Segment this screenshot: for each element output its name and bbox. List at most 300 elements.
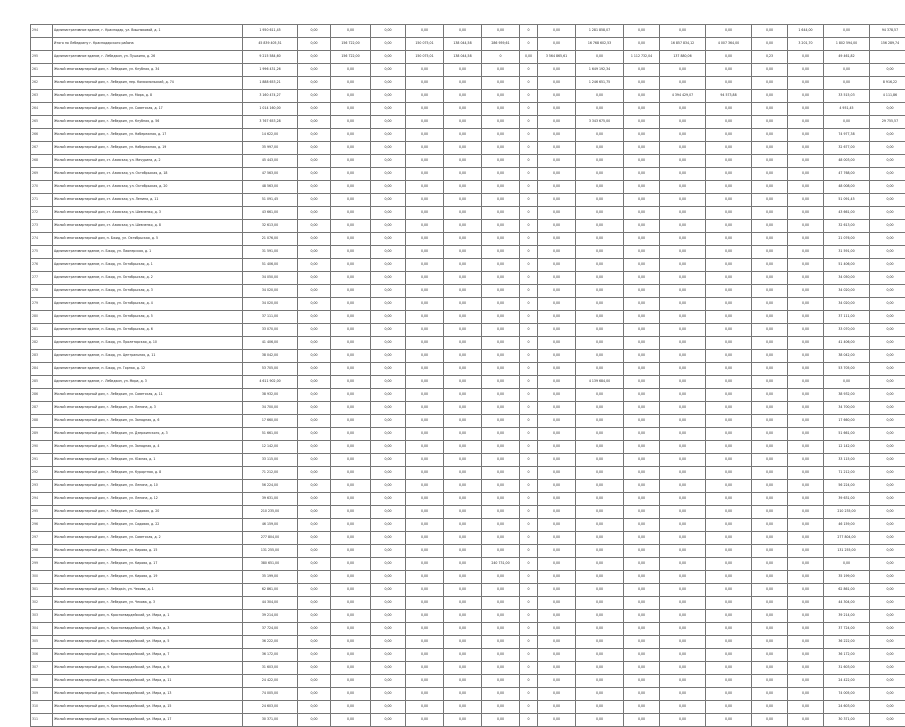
value-cell: 0,00: [576, 259, 624, 272]
value-cell: 0,00: [371, 155, 406, 168]
table-row: [31, 428, 905, 441]
value-cell: 0,00: [444, 467, 482, 480]
value-cell: 0,00: [371, 389, 406, 402]
value-cell: 0,00: [444, 545, 482, 558]
value-cell: 0,00: [706, 688, 752, 701]
value-cell: 0,00: [331, 545, 371, 558]
table-row: [31, 116, 905, 129]
value-cell: 0,00: [371, 376, 406, 389]
value-cell: 0,00: [331, 441, 371, 454]
value-cell: 0,00: [660, 402, 706, 415]
object-name: Жилой многоквартирный дом, г. Лебедкин, ул. Западная, д. 4: [53, 441, 243, 454]
table-row: [31, 454, 905, 467]
value-cell: 0,00: [624, 337, 660, 350]
value-cell: 0,00: [706, 64, 752, 77]
value-cell: 0,00: [298, 519, 331, 532]
value-cell: 0,00: [752, 532, 788, 545]
value-cell: 71 212,00: [243, 467, 298, 480]
value-cell: 0: [520, 675, 538, 688]
value-cell: 46 159,00: [824, 519, 870, 532]
value-cell: 0,00: [576, 688, 624, 701]
value-cell: 0,00: [538, 467, 576, 480]
value-cell: 0,00: [482, 467, 520, 480]
value-cell: 0,00: [371, 506, 406, 519]
row-number: 306: [31, 649, 53, 662]
value-cell: 0,00: [788, 545, 824, 558]
value-cell: 0,00: [660, 454, 706, 467]
value-cell: 0,00: [298, 103, 331, 116]
value-cell: 0,00: [624, 194, 660, 207]
value-cell: 0,00: [706, 493, 752, 506]
value-cell: 0,00: [752, 129, 788, 142]
value-cell: 0,00: [752, 350, 788, 363]
value-cell: 0,00: [444, 25, 482, 38]
value-cell: 0,00: [444, 714, 482, 727]
row-number: 269: [31, 168, 53, 181]
value-cell: 137 880,06: [660, 51, 706, 64]
value-cell: 0,00: [752, 467, 788, 480]
value-cell: 0,00: [752, 220, 788, 233]
value-cell: 0,00: [371, 701, 406, 714]
value-cell: 0,00: [371, 688, 406, 701]
value-cell: 0,00: [371, 142, 406, 155]
value-cell: 0: [520, 441, 538, 454]
value-cell: 0,00: [624, 402, 660, 415]
table-row: [31, 181, 905, 194]
value-cell: 0,00: [752, 454, 788, 467]
value-cell: 0,00: [406, 181, 444, 194]
value-cell: 0,00: [482, 285, 520, 298]
value-cell: 0,00: [624, 493, 660, 506]
value-cell: 0,00: [331, 610, 371, 623]
value-cell: 33 070,00: [243, 324, 298, 337]
value-cell: 0,00: [624, 454, 660, 467]
value-cell: 0,00: [870, 454, 905, 467]
row-number: 299: [31, 558, 53, 571]
value-cell: 0,00: [576, 194, 624, 207]
value-cell: 0,00: [482, 389, 520, 402]
value-cell: 0: [520, 363, 538, 376]
value-cell: 0,00: [824, 64, 870, 77]
value-cell: 0,00: [660, 116, 706, 129]
value-cell: 0,00: [788, 454, 824, 467]
value-cell: 0,00: [482, 714, 520, 727]
value-cell: 37 724,00: [824, 623, 870, 636]
value-cell: 210 235,00: [243, 506, 298, 519]
value-cell: 0: [520, 220, 538, 233]
value-cell: 0,00: [624, 363, 660, 376]
value-cell: 0,00: [444, 558, 482, 571]
row-number: 292: [31, 467, 53, 480]
value-cell: 0,00: [660, 610, 706, 623]
value-cell: 0: [520, 610, 538, 623]
value-cell: 0,00: [298, 90, 331, 103]
value-cell: 0,00: [870, 285, 905, 298]
value-cell: 0,00: [660, 519, 706, 532]
value-cell: 0,00: [444, 246, 482, 259]
value-cell: 0,00: [706, 558, 752, 571]
value-cell: 0: [520, 571, 538, 584]
value-cell: 0,00: [482, 220, 520, 233]
value-cell: 0,00: [660, 675, 706, 688]
value-cell: 0,00: [706, 714, 752, 727]
value-cell: 0,00: [371, 298, 406, 311]
table-row: [31, 558, 905, 571]
value-cell: 0,00: [576, 337, 624, 350]
value-cell: 1 281 858,07: [576, 25, 624, 38]
value-cell: 0,00: [576, 662, 624, 675]
value-cell: 0,00: [406, 220, 444, 233]
value-cell: 0,00: [706, 623, 752, 636]
value-cell: 0,00: [538, 558, 576, 571]
value-cell: 0,00: [406, 428, 444, 441]
value-cell: 0,00: [331, 25, 371, 38]
value-cell: 0,00: [706, 454, 752, 467]
value-cell: 0,00: [538, 129, 576, 142]
value-cell: 0,00: [576, 324, 624, 337]
value-cell: 0,00: [576, 207, 624, 220]
table-row: [31, 207, 905, 220]
value-cell: 33 070,00: [824, 324, 870, 337]
value-cell: 0,00: [752, 506, 788, 519]
value-cell: 41 406,00: [243, 337, 298, 350]
value-cell: 0,00: [706, 311, 752, 324]
value-cell: 0,00: [660, 181, 706, 194]
value-cell: 0,00: [331, 389, 371, 402]
value-cell: 0,00: [444, 168, 482, 181]
value-cell: 0,00: [406, 389, 444, 402]
value-cell: 0,00: [331, 623, 371, 636]
value-cell: 0,00: [576, 220, 624, 233]
value-cell: 0: [520, 493, 538, 506]
row-number: 272: [31, 207, 53, 220]
value-cell: 0,00: [788, 636, 824, 649]
value-cell: 0,00: [624, 571, 660, 584]
value-cell: 0,00: [298, 662, 331, 675]
value-cell: 0,00: [538, 454, 576, 467]
value-cell: 0,00: [444, 649, 482, 662]
value-cell: 21 076,00: [824, 233, 870, 246]
table-row: [31, 155, 905, 168]
table-row: [31, 493, 905, 506]
value-cell: 0,00: [444, 116, 482, 129]
value-cell: 0,00: [406, 350, 444, 363]
value-cell: 0,00: [752, 571, 788, 584]
value-cell: 0,00: [298, 688, 331, 701]
value-cell: 0: [520, 272, 538, 285]
value-cell: 0,00: [660, 415, 706, 428]
value-cell: 0,00: [406, 77, 444, 90]
value-cell: 0,00: [444, 402, 482, 415]
value-cell: 16 768 602,53: [576, 38, 624, 51]
row-number: 271: [31, 194, 53, 207]
value-cell: 0,00: [660, 623, 706, 636]
value-cell: 0,00: [482, 129, 520, 142]
table-row: [31, 389, 905, 402]
value-cell: 0,00: [660, 389, 706, 402]
value-cell: 0,00: [788, 519, 824, 532]
table-row: [31, 441, 905, 454]
value-cell: 0,00: [331, 220, 371, 233]
value-cell: 380 651,00: [243, 558, 298, 571]
object-name: Жилой многоквартирный дом, ст. Азовская, ул. Ленина, д. 11: [53, 194, 243, 207]
value-cell: 0,00: [752, 116, 788, 129]
value-cell: 0,00: [624, 415, 660, 428]
object-name: Итого по Лебедкину г. Краснодарского района: [53, 38, 243, 51]
object-name: Административное здание, п. Бжид, ул. Октябрьская, д. 2: [53, 272, 243, 285]
value-cell: 0,00: [482, 519, 520, 532]
value-cell: 0,00: [331, 506, 371, 519]
value-cell: 0,00: [331, 597, 371, 610]
value-cell: 0,00: [298, 454, 331, 467]
value-cell: 0,00: [331, 428, 371, 441]
value-cell: 0,00: [406, 519, 444, 532]
value-cell: 0,00: [298, 714, 331, 727]
value-cell: 0,00: [331, 155, 371, 168]
object-name: Административное здание, п. Бжид, ул. Пролетарская, д. 10: [53, 337, 243, 350]
table-row: [31, 285, 905, 298]
value-cell: 0: [520, 103, 538, 116]
object-name: Жилой многоквартирный дом, ст. Азовская, ул. Октябрьская, д. 20: [53, 181, 243, 194]
value-cell: 12 142,00: [243, 441, 298, 454]
value-cell: 0,00: [444, 142, 482, 155]
value-cell: 0: [520, 181, 538, 194]
value-cell: 0,00: [706, 181, 752, 194]
value-cell: 0,00: [576, 636, 624, 649]
value-cell: 131 255,00: [824, 545, 870, 558]
value-cell: 0,00: [444, 597, 482, 610]
object-name: Жилой многоквартирный дом, г. Лебедкин, ул. Ленина, д. 3: [53, 402, 243, 415]
value-cell: 0,00: [298, 584, 331, 597]
value-cell: 0,00: [752, 636, 788, 649]
value-cell: 0,00: [752, 714, 788, 727]
value-cell: 0,00: [444, 389, 482, 402]
value-cell: 0,00: [706, 116, 752, 129]
value-cell: 0,00: [660, 493, 706, 506]
value-cell: 0,00: [706, 402, 752, 415]
row-number: 309: [31, 688, 53, 701]
value-cell: 0,00: [482, 194, 520, 207]
value-cell: 0,00: [870, 493, 905, 506]
object-name: Жилой многоквартирный дом, г. Лебедкин, ул. Южная, д. 1: [53, 454, 243, 467]
value-cell: 0,00: [706, 103, 752, 116]
table-row: [31, 584, 905, 597]
row-number: 295: [31, 506, 53, 519]
value-cell: 0,00: [576, 285, 624, 298]
value-cell: 0,00: [788, 207, 824, 220]
value-cell: 39 631,00: [243, 493, 298, 506]
value-cell: 0,00: [752, 376, 788, 389]
table-row: [31, 311, 905, 324]
table-row: [31, 298, 905, 311]
value-cell: 0,00: [538, 233, 576, 246]
value-cell: 0,00: [788, 246, 824, 259]
row-number: 275: [31, 246, 53, 259]
value-cell: 0,00: [788, 402, 824, 415]
value-cell: 0,00: [298, 649, 331, 662]
value-cell: 0,00: [706, 480, 752, 493]
value-cell: 0,00: [660, 506, 706, 519]
value-cell: 0,00: [788, 311, 824, 324]
value-cell: 24 603,00: [824, 701, 870, 714]
value-cell: 4 111,86: [870, 90, 905, 103]
row-number: 286: [31, 389, 53, 402]
value-cell: 0,00: [624, 597, 660, 610]
value-cell: 0,00: [371, 350, 406, 363]
value-cell: 0,00: [406, 311, 444, 324]
value-cell: 0,00: [371, 480, 406, 493]
value-cell: 34 700,00: [824, 402, 870, 415]
value-cell: 0: [520, 259, 538, 272]
value-cell: 0,00: [870, 519, 905, 532]
value-cell: 0,00: [298, 38, 331, 51]
value-cell: 0,00: [576, 428, 624, 441]
value-cell: 0,00: [444, 454, 482, 467]
value-cell: 0,00: [660, 207, 706, 220]
value-cell: 0,00: [406, 454, 444, 467]
value-cell: 0,00: [371, 51, 406, 64]
row-number: 296: [31, 519, 53, 532]
value-cell: 0,00: [788, 389, 824, 402]
table-row: [31, 675, 905, 688]
value-cell: 0,00: [538, 688, 576, 701]
value-cell: 0,00: [788, 116, 824, 129]
value-cell: 0: [520, 688, 538, 701]
value-cell: 0,00: [444, 480, 482, 493]
value-cell: 1 014 160,00: [243, 103, 298, 116]
value-cell: 0,00: [298, 51, 331, 64]
row-number: 288: [31, 415, 53, 428]
value-cell: 0,00: [538, 350, 576, 363]
value-cell: 0,00: [406, 376, 444, 389]
value-cell: 0,00: [752, 168, 788, 181]
table-row: [31, 233, 905, 246]
value-cell: 35 199,00: [824, 571, 870, 584]
value-cell: 1 649 192,34: [576, 64, 624, 77]
value-cell: 131 255,00: [243, 545, 298, 558]
value-cell: 0,00: [788, 610, 824, 623]
object-name: Жилой многоквартирный дом, г. Лебедкин, ул. Кирова, д. 17: [53, 558, 243, 571]
value-cell: 0,00: [331, 584, 371, 597]
value-cell: 49 461,82: [824, 51, 870, 64]
value-cell: 0,00: [298, 480, 331, 493]
value-cell: 0,00: [371, 441, 406, 454]
row-number: 294: [31, 493, 53, 506]
value-cell: 0,00: [870, 610, 905, 623]
value-cell: 0,00: [788, 259, 824, 272]
value-cell: 0,00: [788, 701, 824, 714]
value-cell: 0,00: [298, 129, 331, 142]
value-cell: 0,00: [482, 493, 520, 506]
value-cell: 0,00: [576, 493, 624, 506]
value-cell: 0,00: [406, 623, 444, 636]
value-cell: 0,00: [371, 233, 406, 246]
value-cell: 0,00: [371, 207, 406, 220]
value-cell: 0,00: [482, 688, 520, 701]
value-cell: 0,00: [371, 337, 406, 350]
value-cell: 0,00: [870, 246, 905, 259]
value-cell: 0,00: [706, 389, 752, 402]
value-cell: 0,00: [788, 376, 824, 389]
object-name: Административное здание, п. Бжид, ул. Октябрьская, д. 4: [53, 298, 243, 311]
value-cell: 0,00: [298, 610, 331, 623]
value-cell: 0,00: [660, 233, 706, 246]
value-cell: 0,00: [576, 610, 624, 623]
value-cell: 0,00: [624, 77, 660, 90]
value-cell: 0,00: [406, 571, 444, 584]
object-name: Жилой многоквартирный дом, ст. Азовская, ул. Мичурина, д. 2: [53, 155, 243, 168]
value-cell: 0,00: [752, 623, 788, 636]
value-cell: 0,00: [788, 77, 824, 90]
value-cell: 0,00: [538, 168, 576, 181]
value-cell: 0,00: [538, 376, 576, 389]
value-cell: 51 406,00: [243, 259, 298, 272]
value-cell: 0,00: [752, 675, 788, 688]
value-cell: 45 839 405,51: [243, 38, 298, 51]
value-cell: 0: [520, 25, 538, 38]
value-cell: 0,00: [406, 610, 444, 623]
value-cell: 0,00: [706, 337, 752, 350]
value-cell: 0,00: [624, 246, 660, 259]
row-number: 310: [31, 701, 53, 714]
value-cell: 12 142,00: [824, 441, 870, 454]
value-cell: 0,00: [331, 116, 371, 129]
table-row: [31, 246, 905, 259]
value-cell: 0,00: [788, 64, 824, 77]
object-name: Жилой многоквартирный дом, г. Лебедкин, ул. Мира, д. 8: [53, 90, 243, 103]
row-number: 282: [31, 337, 53, 350]
value-cell: 0,00: [660, 571, 706, 584]
value-cell: 4 139 684,00: [576, 376, 624, 389]
value-cell: 0,00: [482, 441, 520, 454]
value-cell: 0,00: [706, 207, 752, 220]
value-cell: 0,00: [444, 207, 482, 220]
object-name: Жилой многоквартирный дом, п. Красногвардейский, ул. Мира, д. 13: [53, 688, 243, 701]
value-cell: 0,00: [371, 103, 406, 116]
value-cell: 0,00: [444, 363, 482, 376]
value-cell: 0,00: [331, 493, 371, 506]
value-cell: 0,00: [752, 662, 788, 675]
value-cell: 48 003,00: [824, 155, 870, 168]
value-cell: 0,00: [331, 688, 371, 701]
value-cell: 0: [520, 623, 538, 636]
value-cell: 0,00: [371, 649, 406, 662]
value-cell: 0,00: [406, 675, 444, 688]
value-cell: 71 212,00: [824, 467, 870, 480]
value-cell: 0,00: [444, 636, 482, 649]
value-cell: 0,00: [706, 675, 752, 688]
value-cell: 0,00: [298, 415, 331, 428]
table-row: [31, 623, 905, 636]
value-cell: 0,00: [706, 584, 752, 597]
value-cell: 0,00: [538, 142, 576, 155]
value-cell: 0,00: [624, 558, 660, 571]
value-cell: 0,00: [624, 311, 660, 324]
value-cell: 0,00: [660, 558, 706, 571]
value-cell: 4 394 429,07: [660, 90, 706, 103]
value-cell: 0,00: [331, 90, 371, 103]
value-cell: 0,00: [706, 532, 752, 545]
value-cell: 38 932,00: [824, 389, 870, 402]
value-cell: 0,00: [870, 311, 905, 324]
value-cell: 0,00: [331, 701, 371, 714]
value-cell: 0,00: [406, 545, 444, 558]
value-cell: 0,00: [624, 649, 660, 662]
value-cell: 0,00: [482, 597, 520, 610]
value-cell: 0,00: [331, 415, 371, 428]
value-cell: 3 201,70: [788, 38, 824, 51]
value-cell: 0,00: [298, 675, 331, 688]
